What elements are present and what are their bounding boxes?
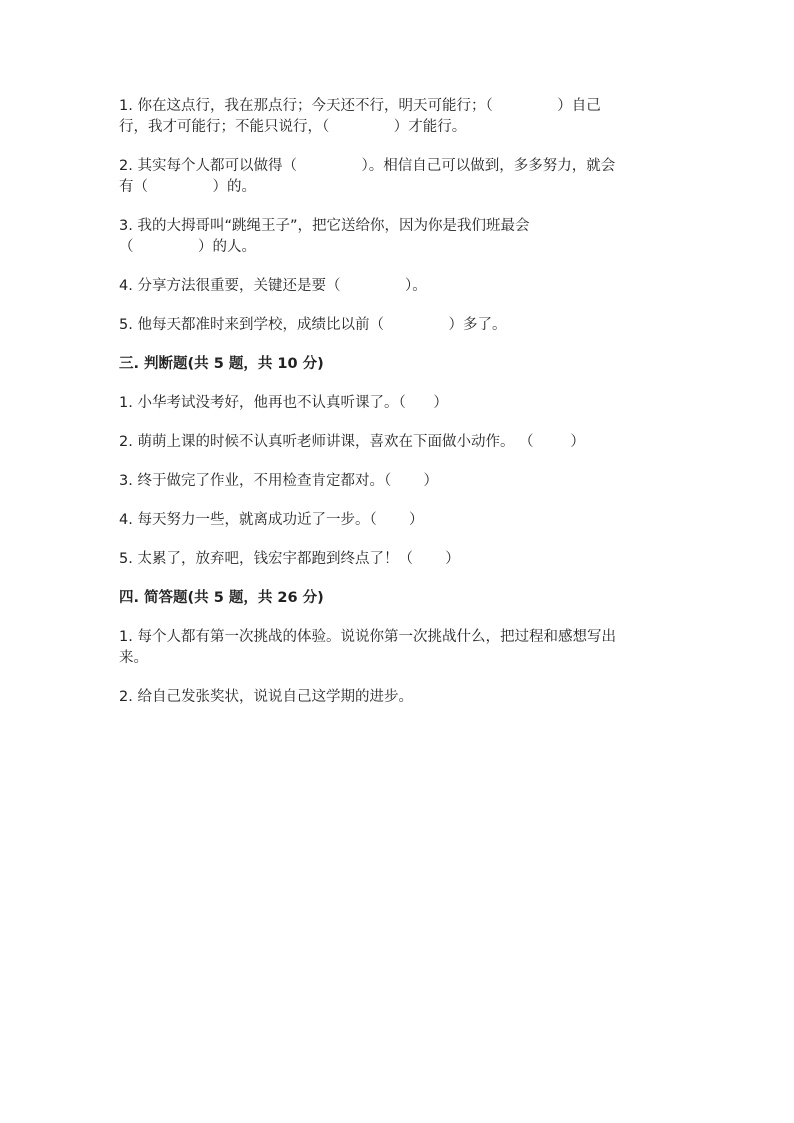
judge-question-3: 3. 终于做完了作业，不用检查肯定都对。（ ） xyxy=(119,473,438,489)
short-answer-q1-line2: 来。 xyxy=(119,650,148,666)
fill-blank-q1-line1: 1. 你在这点行，我在那点行；今天还不行，明天可能行；（ ）自己 xyxy=(119,98,601,114)
fill-blank-q2-line2: 有（ ）的。 xyxy=(119,179,257,195)
judge-question-2: 2. 萌萌上课的时候不认真听老师讲课，喜欢在下面做小动作。 （ ） xyxy=(119,434,585,450)
judge-section-heading: 三. 判断题(共 5 题，共 10 分) xyxy=(119,356,324,372)
judge-question-5: 5. 太累了，放弃吧，钱宏宇都跑到终点了！（ ） xyxy=(119,551,460,567)
short-answer-q1-line1: 1. 每个人都有第一次挑战的体验。说说你第一次挑战什么，把过程和感想写出 xyxy=(119,629,616,645)
fill-blank-question-5 xyxy=(119,315,679,336)
judge-section xyxy=(119,354,679,570)
short-answer-section xyxy=(119,588,679,708)
fill-blank-question-4 xyxy=(119,276,679,297)
fill-blank-q4: 4. 分享方法很重要，关键还是要（ ）。 xyxy=(119,278,427,294)
fill-blank-q1-line2: 行，我才可能行；不能只说行，（ ）才能行。 xyxy=(119,119,467,135)
fill-blank-q3-line1: 3. 我的大拇哥叫“跳绳王子”，把它送给你，因为你是我们班最会 xyxy=(119,218,530,234)
fill-blank-q5: 5. 他每天都准时来到学校，成绩比以前（ ）多了。 xyxy=(119,317,507,333)
judge-question-4: 4. 每天努力一些，就离成功近了一步。（ ） xyxy=(119,512,424,528)
fill-blank-question-2 xyxy=(119,156,679,198)
fill-blank-question-1 xyxy=(119,96,679,138)
short-answer-section-heading: 四. 简答题(共 5 题，共 26 分) xyxy=(119,590,324,606)
fill-blank-question-3 xyxy=(119,216,679,258)
judge-question-1: 1. 小华考试没考好，他再也不认真听课了。（ ） xyxy=(119,395,448,411)
short-answer-question-2: 2. 给自己发张奖状，说说自己这学期的进步。 xyxy=(119,689,413,705)
fill-blank-q2-line1: 2. 其实每个人都可以做得（ ）。相信自己可以做到，多多努力，就会 xyxy=(119,158,616,174)
short-answer-question-1 xyxy=(119,627,679,669)
fill-blank-q3-line2: （ ）的人。 xyxy=(119,239,257,255)
document-content xyxy=(119,96,679,708)
